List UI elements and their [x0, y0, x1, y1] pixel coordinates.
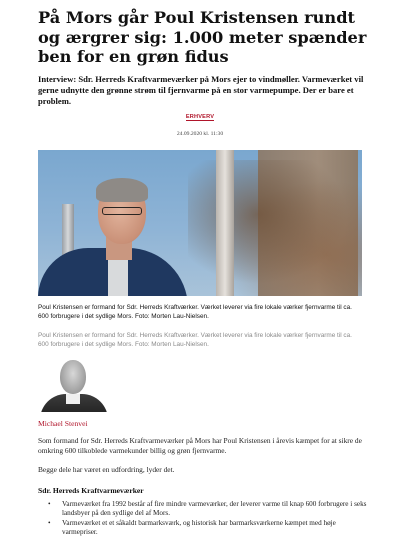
publish-date: 24.09.2020 kl. 11:30	[176, 131, 224, 137]
chimney-right	[216, 150, 234, 296]
list-item	[38, 519, 368, 537]
list-item-text: Varmeværket fra 1992 består af fire mindre varmeværker, der leverer varme til knap 600 forbrugere i seks landsbyer på den sydlige del af Mors.	[62, 500, 367, 517]
bare-tree	[188, 160, 362, 296]
photo-caption: Poul Kristensen er formand for Sdr. Herreds Kraftværker. Værket leverer via fire lokale værker fjernvarme til ca. 600 forbrugere i det sydlige Mors. Foto: Morten Lau-Nielsen.	[38, 304, 352, 320]
author-avatar	[38, 356, 110, 412]
bullet-glyph: •	[48, 500, 51, 508]
category-link[interactable]: ERHVERV	[185, 114, 215, 120]
hero-photo	[38, 150, 362, 296]
photo-caption-repeat: Poul Kristensen er formand for Sdr. Herreds Kraftværker. Værket leverer via fire lokale værker fjernvarme til ca. 600 forbrugere i det sydlige Mors. Foto: Morten Lau-Nielsen.	[38, 332, 352, 348]
category-label	[0, 114, 400, 120]
author-head	[60, 360, 86, 394]
bullet-glyph: •	[48, 519, 51, 527]
factbox-heading: Sdr. Herreds Kraftvarmeværker	[38, 486, 144, 495]
body-paragraph: Som formand for Sdr. Herreds Kraftvarmeværker på Mors har Poul Kristensen i årevis kæmpet for at sikre de omkring 600 tilkoblede varmekunder billig og grøn fjernvarme.	[38, 436, 362, 455]
author-name-link[interactable]: Michael Stenvei	[38, 419, 88, 428]
list-item-text: Varmeværket et et såkaldt barmarksværk, og historisk har barmarksværkerne kæmpet med høje varmepriser.	[62, 519, 336, 536]
person-shirt	[108, 256, 128, 296]
body-paragraph: Begge dele har været en udfordring, lyder det.	[38, 465, 175, 474]
article-lede: Interview: Sdr. Herreds Kraftvarmeværker på Mors ejer to vindmøller. Varmeværket vil gerne udnytte den grønne strøm til fjernvarme på en stor varmepumpe. Der er bare et problem.	[38, 74, 364, 106]
article-headline: På Mors går Poul Kristensen rundt og ærgrer sig: 1.000 meter spænder ben for en grøn fidus	[38, 8, 367, 66]
person-hair	[96, 178, 148, 202]
list-item	[38, 500, 368, 518]
factbox-list	[38, 500, 368, 538]
glasses	[102, 207, 142, 215]
author-collar	[66, 394, 80, 404]
